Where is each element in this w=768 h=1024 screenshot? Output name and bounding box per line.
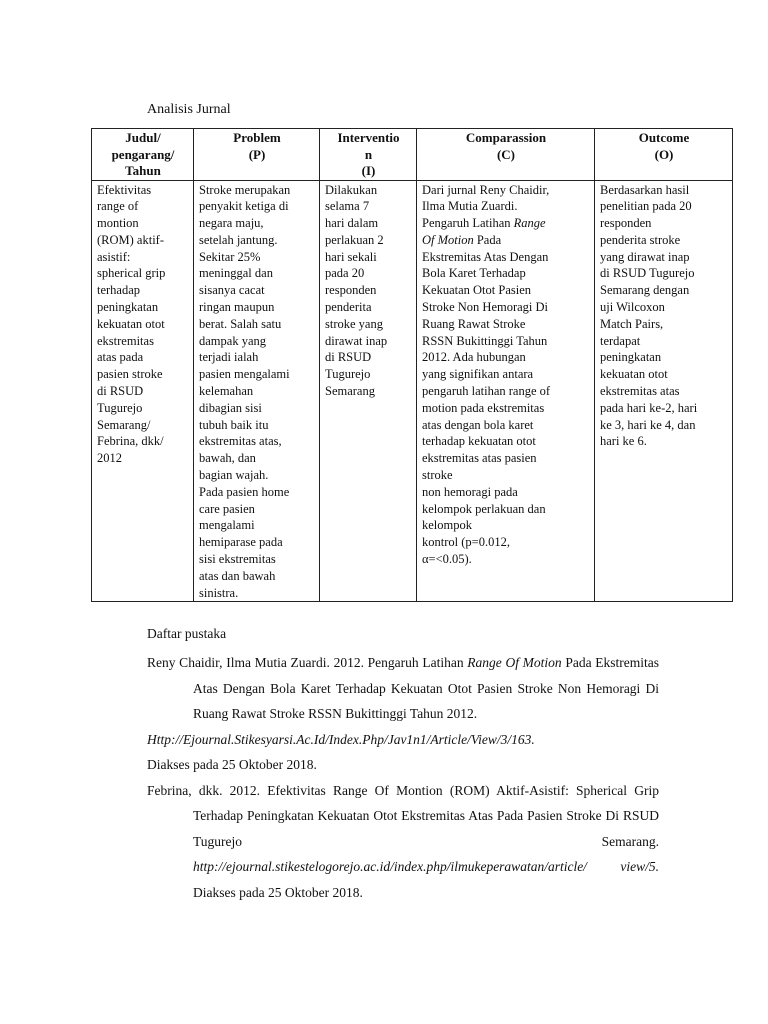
comparison-text-c: Pada Ekstremitas Atas Dengan Bola Karet Terhadap Kekuatan Otot Pasien Stroke Non Hemoragi Di Ruang Rawat Stroke RSSN Bukittinggi Tahun 2012. Ada hubungan yang signifikan antara pengaruh latihan range of motion pada ekstremitas atas dengan bola karet terhadap kekuatan otot ekstremitas atas pasien stroke non hemoragi pada kelompok perlakuan dan kelompok kontrol (p=0.012, α=<0.05). xyxy=(422,232,551,567)
reference-list xyxy=(147,626,659,905)
reference-1-italic-title: Range Of Motion xyxy=(467,655,562,670)
journal-analysis-table xyxy=(91,128,733,602)
reference-1-text: Reny Chaidir, Ilma Mutia Zuardi. 2012. Pengaruh Latihan xyxy=(147,655,468,670)
header-comparison: Comparassion (C) xyxy=(417,129,595,181)
header-problem: Problem (P) xyxy=(194,129,320,181)
references-heading: Daftar pustaka xyxy=(147,626,227,641)
reference-1-accessed: Diakses pada 25 Oktober 2018. xyxy=(147,757,317,772)
cell-judul: Efektivitas range of montion (ROM) aktif- asistif: spherical grip terhadap peningkatan kekuatan otot ekstremitas atas pada pasien stroke di RSUD Tugurejo Semarang/ Febrina, dkk/ 2012 xyxy=(92,180,194,602)
reference-1-title-rest: Pada Ekstremitas Atas Dengan Bola Karet Terhadap Kekuatan Otot Pasien Stroke Non Hemoragi Di Ruang Rawat Stroke RSSN Bukittinggi Tahun 2012. xyxy=(193,655,659,721)
reference-item-1 xyxy=(147,650,659,778)
cell-problem: Stroke merupakan penyakit ketiga di negara maju, setelah jantung. Sekitar 25% meninggal dan sisanya cacat ringan maupun berat. Salah satu dampak yang terjadi ialah pasien mengalami kelemahan dibagian sisi tubuh baik itu ekstremitas atas, bawah, dan bagian wajah. Pada pasien home care pasien mengalami hemiparase pada sisi ekstremitas atas dan bawah sinistra. xyxy=(194,180,320,602)
header-outcome: Outcome (O) xyxy=(595,129,733,181)
reference-item-2 xyxy=(147,778,659,906)
header-intervention: Interventio n (I) xyxy=(320,129,417,181)
cell-intervention: Dilakukan selama 7 hari dalam perlakuan 2 hari sekali pada 20 responden penderita stroke yang dirawat inap di RSUD Tugurejo Semarang xyxy=(320,180,417,602)
table-header-row xyxy=(92,129,733,181)
page-title: Analisis Jurnal xyxy=(147,102,231,117)
reference-1-url[interactable]: Http://Ejournal.Stikesyarsi.Ac.Id/Index.Php/Jav1n1/Article/View/3/163. xyxy=(147,731,535,747)
cell-outcome: Berdasarkan hasil penelitian pada 20 responden penderita stroke yang dirawat inap di RSUD Tugurejo Semarang dengan uji Wilcoxon Match Pairs, terdapat peningkatan kekuatan otot ekstremitas atas pada hari ke-2, hari ke 3, hari ke 4, dan hari ke 6. xyxy=(595,180,733,602)
header-judul: Judul/ pengarang/ Tahun xyxy=(92,129,194,181)
table-row xyxy=(92,180,733,602)
comparison-italic-range: Range xyxy=(513,216,546,231)
reference-2-url[interactable]: http://ejournal.stikestelogorejo.ac.id/index.php/ilmukeperawatan/article/ view/5. xyxy=(193,859,659,874)
comparison-italic-motion: Of Motion xyxy=(422,232,474,247)
reference-2-accessed: Diakses pada 25 Oktober 2018. xyxy=(193,884,363,900)
cell-comparison xyxy=(417,180,595,602)
reference-2-text: Febrina, dkk. 2012. Efektivitas Range Of Montion (ROM) Aktif-Asistif: Spherical Grip Terhadap Peningkatan Kekuatan Otot Ekstremitas Atas Pada Pasien Stroke Di RSUD Tugurejo Semarang. xyxy=(147,782,659,849)
comparison-text-a: Dari jurnal Reny Chaidir, Ilma Mutia Zuardi. Pengaruh Latihan xyxy=(422,182,550,231)
